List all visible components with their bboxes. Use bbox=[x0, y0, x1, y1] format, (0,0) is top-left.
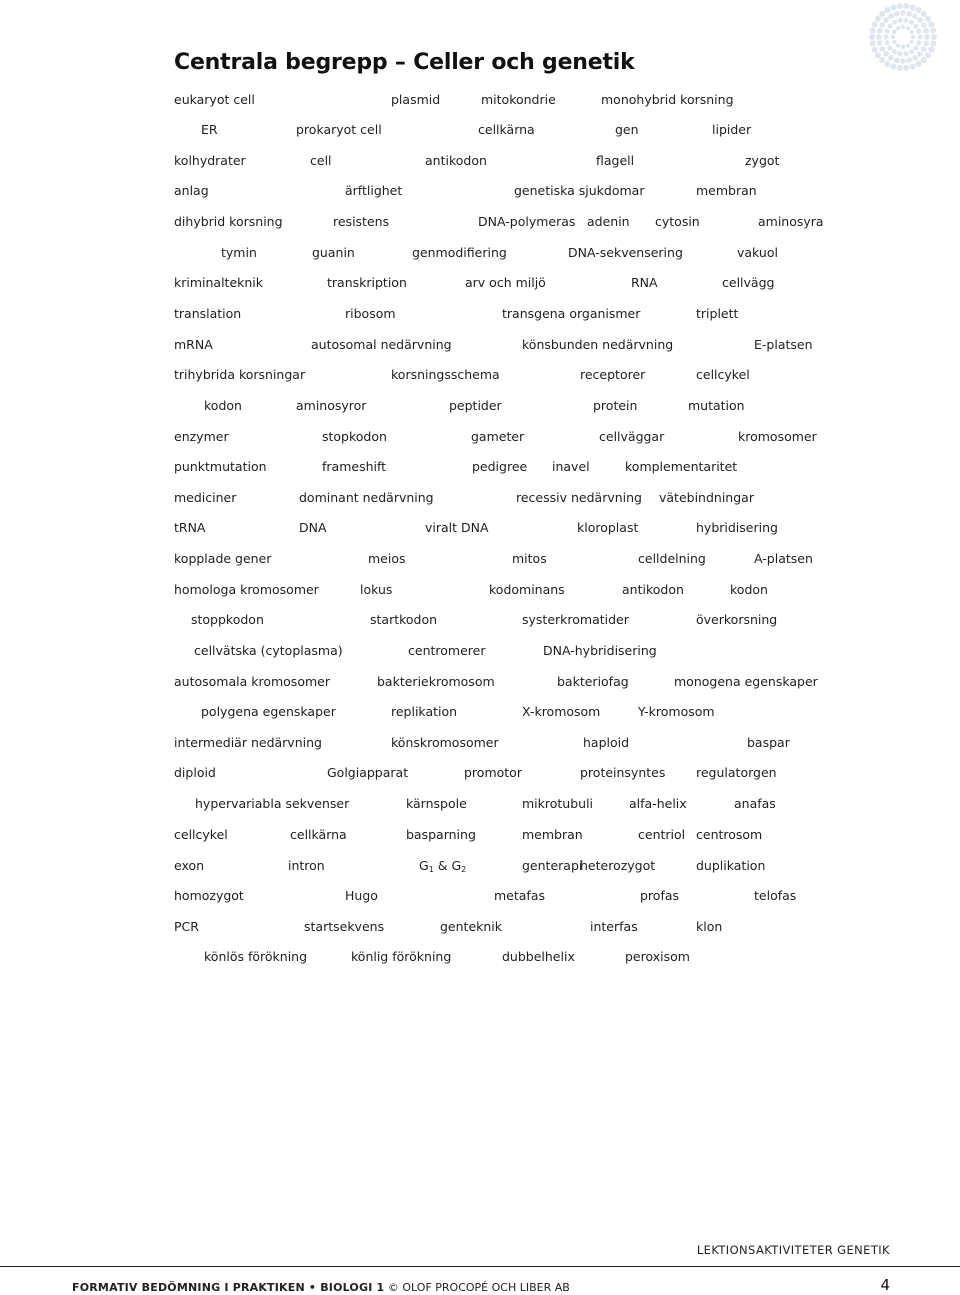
term-item: mitokondrie bbox=[481, 92, 556, 107]
term-item: anafas bbox=[734, 796, 776, 811]
term-item: centriol bbox=[638, 827, 686, 842]
term-item: aminosyra bbox=[758, 214, 824, 229]
term-item: eukaryot cell bbox=[174, 92, 255, 107]
term-item: replikation bbox=[391, 704, 458, 719]
term-item: autosomala kromosomer bbox=[174, 674, 330, 689]
term-item: könlig förökning bbox=[351, 949, 452, 964]
term-item: könlös förökning bbox=[204, 949, 308, 964]
term-item: resistens bbox=[333, 214, 390, 229]
term-item: cell bbox=[310, 153, 332, 168]
term-item: triplett bbox=[696, 306, 739, 321]
term-item: hybridisering bbox=[696, 520, 778, 535]
term-item: könskromosomer bbox=[391, 735, 499, 750]
term-item: enzymer bbox=[174, 429, 229, 444]
term-item: exon bbox=[174, 858, 205, 873]
term-item: prokaryot cell bbox=[296, 122, 382, 137]
term-item: vakuol bbox=[737, 245, 778, 260]
term-item: kopplade gener bbox=[174, 551, 272, 566]
term-item: monogena egenskaper bbox=[674, 674, 818, 689]
term-item: autosomal nedärvning bbox=[311, 337, 452, 352]
term-item: cellvätska (cytoplasma) bbox=[194, 643, 343, 658]
term-item: X-kromosom bbox=[522, 704, 601, 719]
term-item: vätebindningar bbox=[659, 490, 754, 505]
term-item: DNA bbox=[299, 520, 327, 535]
footer-divider bbox=[0, 1266, 960, 1267]
term-item: kodon bbox=[204, 398, 242, 413]
page-title: Centrala begrepp – Celler och genetik bbox=[174, 50, 635, 75]
term-item: punktmutation bbox=[174, 459, 267, 474]
term-item: dihybrid korsning bbox=[174, 214, 283, 229]
dotted-circle-logo-icon bbox=[868, 2, 938, 72]
term-item: kodominans bbox=[489, 582, 565, 597]
term-item: hypervariabla sekvenser bbox=[195, 796, 350, 811]
term-item: könsbunden nedärvning bbox=[522, 337, 674, 352]
term-item: startkodon bbox=[370, 612, 438, 627]
term-item: diploid bbox=[174, 765, 216, 780]
term-item: membran bbox=[696, 183, 757, 198]
term-item: alfa-helix bbox=[629, 796, 687, 811]
term-item: mRNA bbox=[174, 337, 213, 352]
term-item: plasmid bbox=[391, 92, 441, 107]
term-item: monohybrid korsning bbox=[601, 92, 734, 107]
term-item: inavel bbox=[552, 459, 590, 474]
term-item: tRNA bbox=[174, 520, 206, 535]
term-item: promotor bbox=[464, 765, 522, 780]
term-item: kromosomer bbox=[738, 429, 817, 444]
term-item: telofas bbox=[754, 888, 797, 903]
term-item: ER bbox=[201, 122, 218, 137]
term-item: kärnspole bbox=[406, 796, 467, 811]
term-item: bakteriekromosom bbox=[377, 674, 495, 689]
term-item: cytosin bbox=[655, 214, 700, 229]
term-item: RNA bbox=[631, 275, 658, 290]
term-item: kolhydrater bbox=[174, 153, 246, 168]
term-item: mutation bbox=[688, 398, 745, 413]
term-item: E-platsen bbox=[754, 337, 813, 352]
term-item: genetiska sjukdomar bbox=[514, 183, 645, 198]
term-item: A-platsen bbox=[754, 551, 813, 566]
term-item: homologa kromosomer bbox=[174, 582, 319, 597]
term-item: Y-kromosom bbox=[638, 704, 715, 719]
term-item: protein bbox=[593, 398, 638, 413]
term-item: cellcykel bbox=[174, 827, 228, 842]
term-item: tymin bbox=[221, 245, 257, 260]
term-item: genmodifiering bbox=[412, 245, 507, 260]
term-item: arv och miljö bbox=[465, 275, 546, 290]
term-item: celldelning bbox=[638, 551, 706, 566]
term-item: intron bbox=[288, 858, 325, 873]
term-item: antikodon bbox=[622, 582, 684, 597]
term-item: klon bbox=[696, 919, 723, 934]
page-number: 4 bbox=[880, 1276, 890, 1294]
term-item: cellvägg bbox=[722, 275, 775, 290]
term-item: aminosyror bbox=[296, 398, 367, 413]
term-item: viralt DNA bbox=[425, 520, 489, 535]
term-item: Golgiapparat bbox=[327, 765, 409, 780]
term-item: basparning bbox=[406, 827, 476, 842]
term-item: duplikation bbox=[696, 858, 766, 873]
term-item-g1-g2: $G_1$ & $G_2$ bbox=[419, 858, 467, 874]
term-item: peroxisom bbox=[625, 949, 690, 964]
term-item: membran bbox=[522, 827, 583, 842]
term-item: heterozygot bbox=[580, 858, 656, 873]
footer-credits bbox=[72, 1281, 570, 1294]
term-item: adenin bbox=[587, 214, 630, 229]
term-item: överkorsning bbox=[696, 612, 778, 627]
term-item: guanin bbox=[312, 245, 355, 260]
term-item: genterapi bbox=[522, 858, 583, 873]
term-item: kriminalteknik bbox=[174, 275, 264, 290]
term-item: metafas bbox=[494, 888, 546, 903]
term-item: proteinsyntes bbox=[580, 765, 666, 780]
term-item: bakteriofag bbox=[557, 674, 629, 689]
term-item: homozygot bbox=[174, 888, 244, 903]
term-item: translation bbox=[174, 306, 242, 321]
term-item: dubbelhelix bbox=[502, 949, 575, 964]
term-item: startsekvens bbox=[304, 919, 385, 934]
term-item: lokus bbox=[360, 582, 393, 597]
term-item: korsningsschema bbox=[391, 367, 500, 382]
term-item: regulatorgen bbox=[696, 765, 777, 780]
term-item: flagell bbox=[596, 153, 635, 168]
term-item: cellkärna bbox=[478, 122, 535, 137]
term-item: mediciner bbox=[174, 490, 237, 505]
term-item: frameshift bbox=[322, 459, 387, 474]
section-label: LEKTIONSAKTIVITETER GENETIK bbox=[696, 1243, 890, 1257]
term-item: transgena organismer bbox=[502, 306, 641, 321]
term-item: kloroplast bbox=[577, 520, 639, 535]
copyright-label: © OLOF PROCOPÉ OCH LIBER AB bbox=[384, 1281, 570, 1294]
term-item: meios bbox=[368, 551, 406, 566]
term-item: stopkodon bbox=[322, 429, 387, 444]
term-item: mitos bbox=[512, 551, 547, 566]
term-item: transkription bbox=[327, 275, 407, 290]
term-item: stoppkodon bbox=[191, 612, 264, 627]
term-item: kodon bbox=[730, 582, 768, 597]
term-item: antikodon bbox=[425, 153, 487, 168]
term-item: pedigree bbox=[472, 459, 528, 474]
term-item: receptorer bbox=[580, 367, 646, 382]
term-item: genteknik bbox=[440, 919, 503, 934]
term-item: polygena egenskaper bbox=[201, 704, 336, 719]
term-item: gen bbox=[615, 122, 639, 137]
term-item: gameter bbox=[471, 429, 525, 444]
term-item: anlag bbox=[174, 183, 209, 198]
term-item: cellcykel bbox=[696, 367, 750, 382]
term-item: profas bbox=[640, 888, 680, 903]
term-item: komplementaritet bbox=[625, 459, 738, 474]
term-item: lipider bbox=[712, 122, 752, 137]
term-item: zygot bbox=[745, 153, 780, 168]
term-item: PCR bbox=[174, 919, 199, 934]
term-item: mikrotubuli bbox=[522, 796, 594, 811]
term-item: centrosom bbox=[696, 827, 763, 842]
term-item: trihybrida korsningar bbox=[174, 367, 306, 382]
term-item: recessiv nedärvning bbox=[516, 490, 642, 505]
term-item: ärftlighet bbox=[345, 183, 403, 198]
term-item: DNA-sekvensering bbox=[568, 245, 683, 260]
term-item: cellkärna bbox=[290, 827, 347, 842]
term-item: intermediär nedärvning bbox=[174, 735, 322, 750]
term-item: systerkromatider bbox=[522, 612, 629, 627]
term-item: DNA-polymeras bbox=[478, 214, 576, 229]
term-item: haploid bbox=[583, 735, 630, 750]
term-item: Hugo bbox=[345, 888, 378, 903]
term-item: centromerer bbox=[408, 643, 486, 658]
term-item: peptider bbox=[449, 398, 502, 413]
term-item: cellväggar bbox=[599, 429, 665, 444]
term-item: baspar bbox=[747, 735, 790, 750]
term-item: DNA-hybridisering bbox=[543, 643, 657, 658]
term-item: interfas bbox=[590, 919, 638, 934]
series-label: FORMATIV BEDÖMNING I PRAKTIKEN • BIOLOGI 1 bbox=[72, 1281, 385, 1294]
term-item: dominant nedärvning bbox=[299, 490, 434, 505]
term-item: ribosom bbox=[345, 306, 396, 321]
